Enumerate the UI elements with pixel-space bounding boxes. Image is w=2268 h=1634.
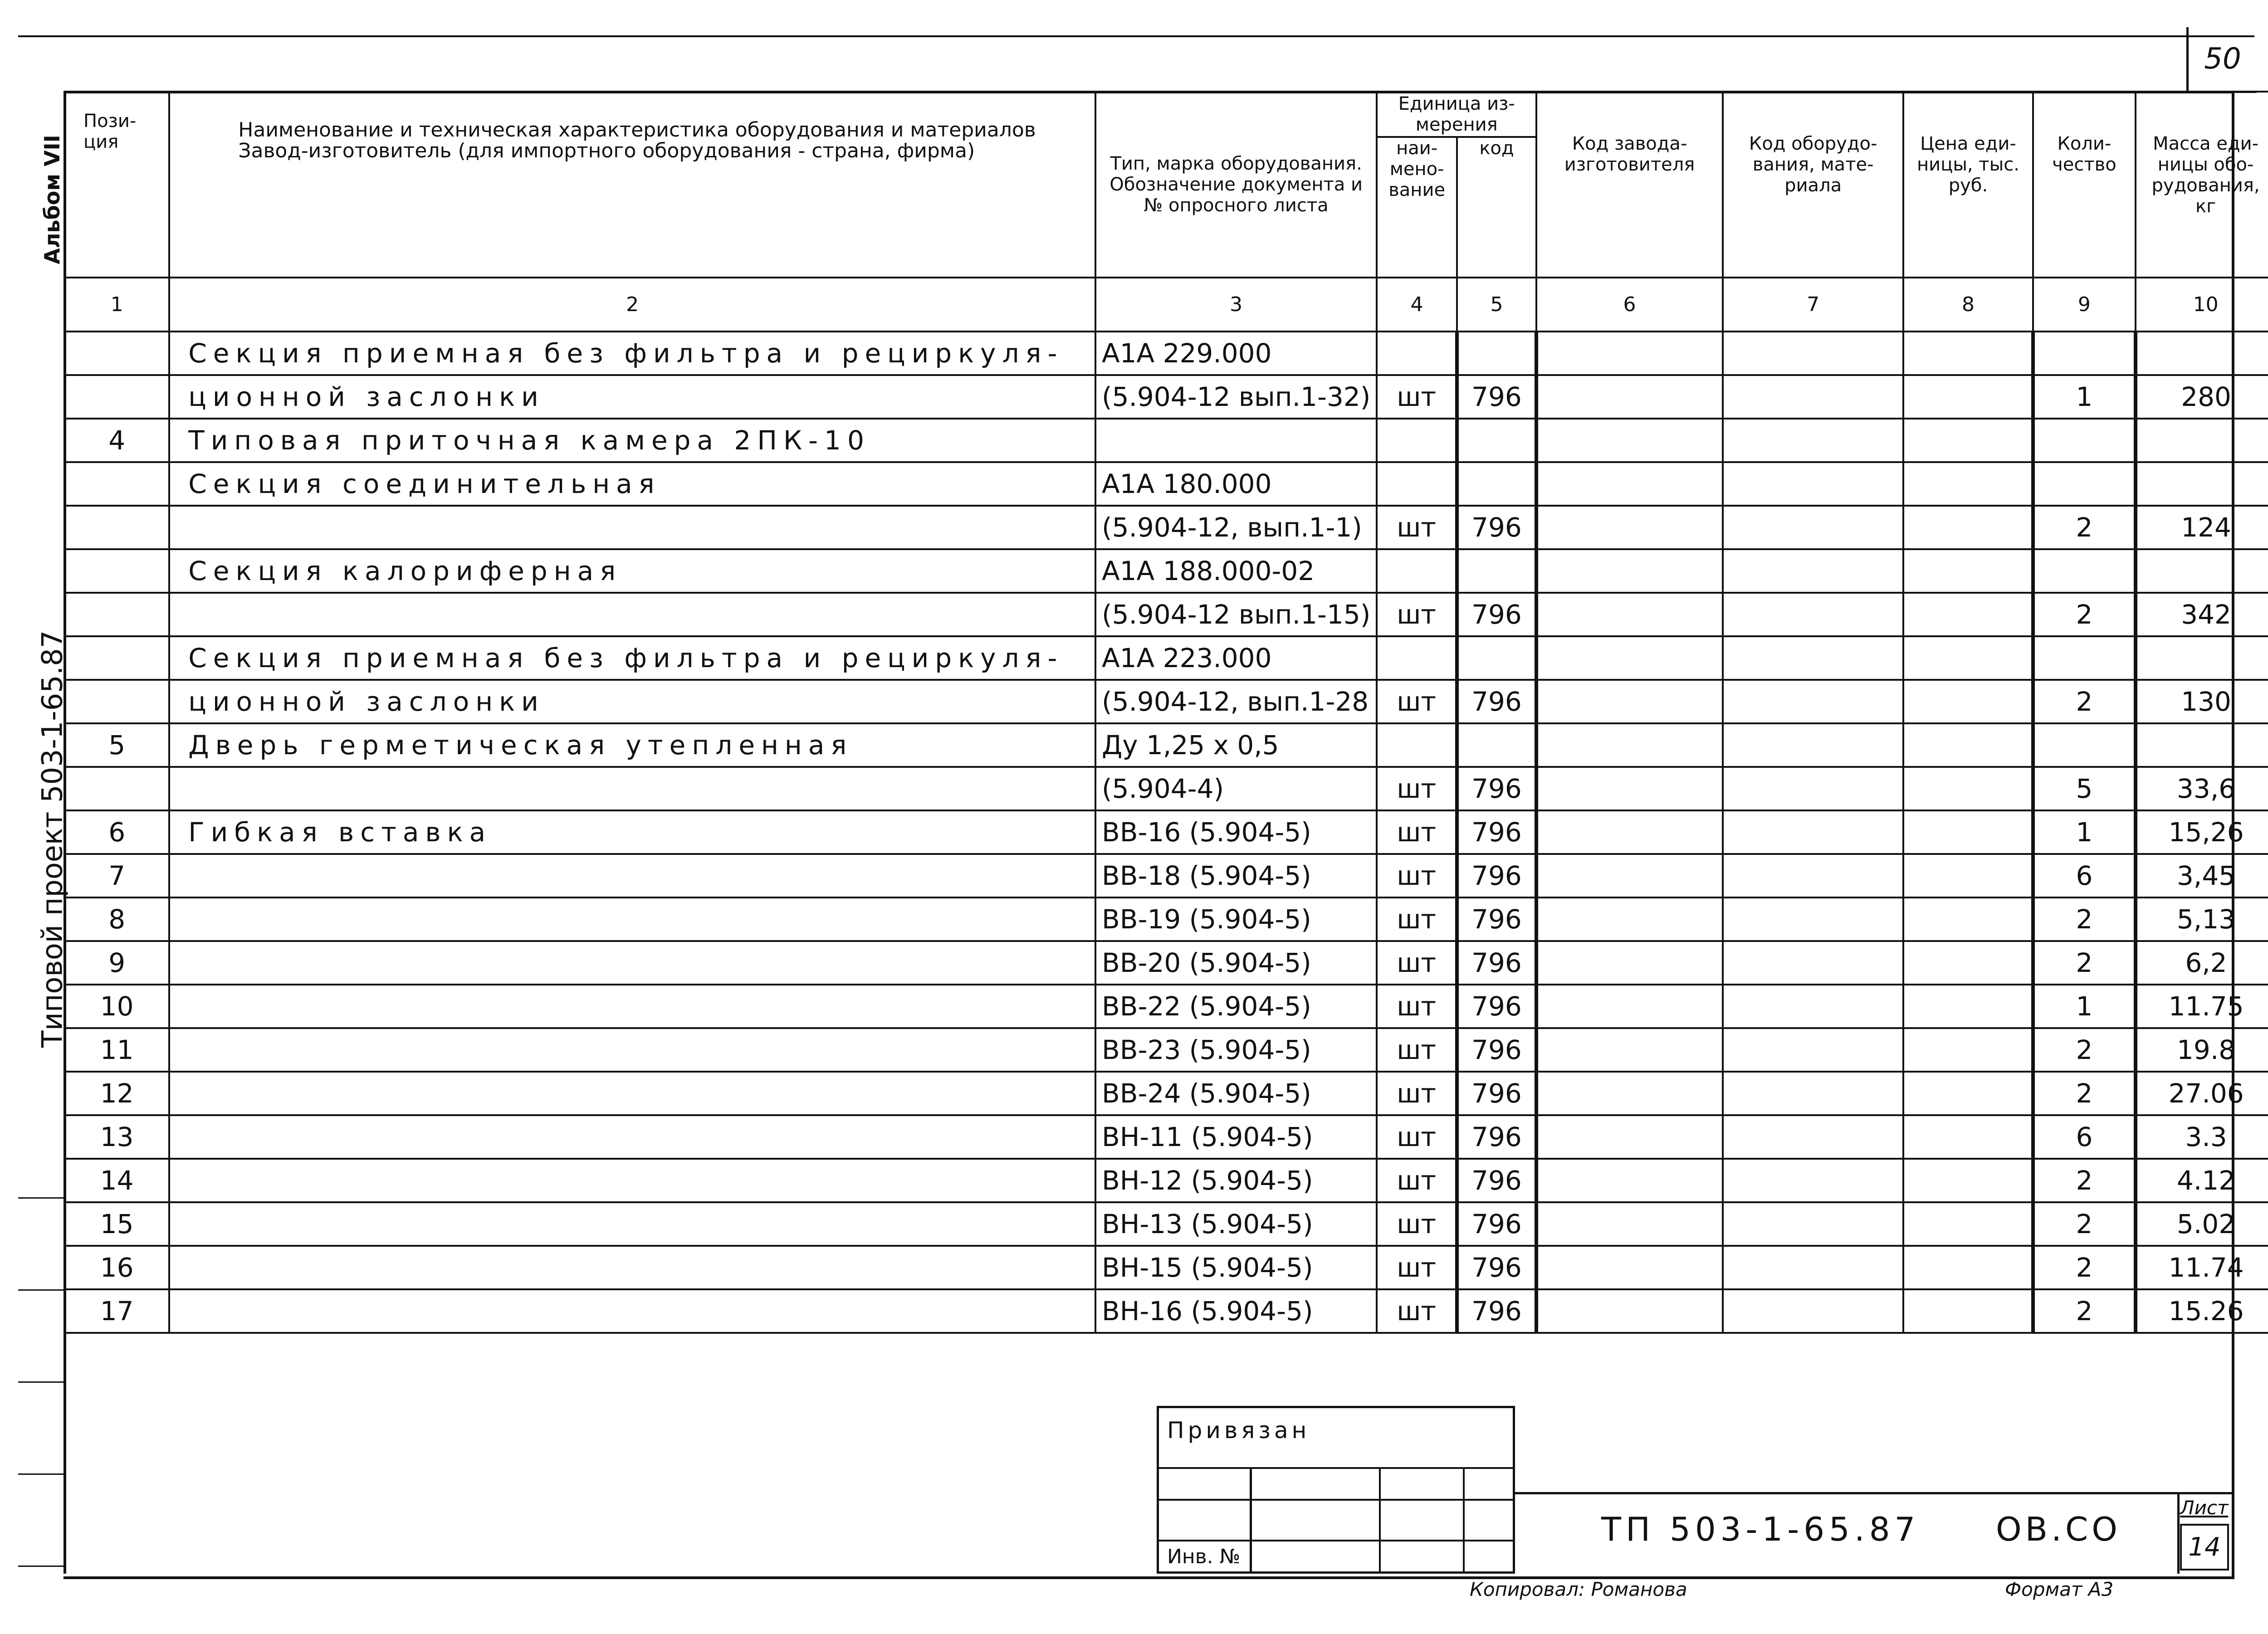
- cell-mass: [2136, 419, 2268, 462]
- cell-mass: 15.26: [2136, 1289, 2268, 1333]
- cell-pos: 4: [64, 419, 169, 462]
- cell-unit: шт: [1377, 941, 1457, 985]
- cell-code: 796: [1457, 1246, 1536, 1289]
- cell-type: (5.904-12 вып.1-15): [1095, 593, 1377, 636]
- cell-mass: 4.12: [2136, 1159, 2268, 1202]
- empty-bottom-row: [64, 1333, 2268, 1402]
- cell-equip: [1723, 680, 1903, 723]
- cell-qty: [2033, 419, 2136, 462]
- cell-mfr: [1536, 636, 1723, 680]
- table-row: [64, 680, 2268, 723]
- cell-name: [169, 854, 1095, 897]
- cell-qty: 1: [2033, 810, 2136, 854]
- cell-mass: 5.02: [2136, 1202, 2268, 1246]
- cell-qty: 2: [2033, 506, 2136, 549]
- table-row: [64, 767, 2268, 810]
- cell-price: [1903, 1115, 2033, 1159]
- cell-equip: [1723, 1159, 1903, 1202]
- cell-pos: 9: [64, 941, 169, 985]
- cell-mfr: [1536, 332, 1723, 375]
- cell-price: [1903, 723, 2033, 767]
- cell-type: (5.904-4): [1095, 767, 1377, 810]
- cell-pos: [64, 767, 169, 810]
- header-pos: Пози- ция: [64, 92, 169, 278]
- cell-unit: [1377, 332, 1457, 375]
- table-row: [64, 1289, 2268, 1333]
- cell-equip: [1723, 506, 1903, 549]
- cell-qty: 2: [2033, 593, 2136, 636]
- cell-name: ционной заслонки: [169, 375, 1095, 419]
- cell-type: ВН-13 (5.904-5): [1095, 1202, 1377, 1246]
- page-number: 50: [2186, 27, 2257, 93]
- document-mark: ОВ.СО: [1996, 1510, 2121, 1548]
- cell-name: [169, 1028, 1095, 1072]
- table-row: [64, 332, 2268, 375]
- cell-mfr: [1536, 1246, 1723, 1289]
- cell-mass: 27.06: [2136, 1072, 2268, 1115]
- cell-equip: [1723, 767, 1903, 810]
- cell-unit: [1377, 419, 1457, 462]
- cell-code: 796: [1457, 897, 1536, 941]
- cell-pos: 5: [64, 723, 169, 767]
- table-row: [64, 375, 2268, 419]
- cell-qty: 2: [2033, 1072, 2136, 1115]
- cell-pos: [64, 506, 169, 549]
- stamp-inv-label: Инв. №: [1167, 1545, 1241, 1568]
- col-number: 8: [1903, 278, 2033, 332]
- cell-mfr: [1536, 375, 1723, 419]
- cell-pos: 8: [64, 897, 169, 941]
- cell-code: 796: [1457, 680, 1536, 723]
- table-row: [64, 419, 2268, 462]
- cell-price: [1903, 1028, 2033, 1072]
- table-row: [64, 723, 2268, 767]
- cell-mfr: [1536, 419, 1723, 462]
- cell-qty: [2033, 549, 2136, 593]
- header-unit-group: Единица из-мерения: [1377, 92, 1536, 137]
- table-row: [64, 1072, 2268, 1115]
- cell-price: [1903, 549, 2033, 593]
- cell-mfr: [1536, 1202, 1723, 1246]
- cell-equip: [1723, 810, 1903, 854]
- cell-pos: [64, 636, 169, 680]
- cell-pos: [64, 593, 169, 636]
- cell-unit: шт: [1377, 854, 1457, 897]
- cell-equip: [1723, 723, 1903, 767]
- column-number-row: [64, 278, 2268, 332]
- cell-mass: [2136, 332, 2268, 375]
- cell-mass: 33,6: [2136, 767, 2268, 810]
- col-number: 3: [1095, 278, 1377, 332]
- table-row: [64, 941, 2268, 985]
- cell-mfr: [1536, 1115, 1723, 1159]
- album-text: Альбом VII: [40, 135, 64, 264]
- cell-name: Гибкая вставка: [169, 810, 1095, 854]
- cell-code: 796: [1457, 941, 1536, 985]
- cell-price: [1903, 593, 2033, 636]
- cell-qty: [2033, 332, 2136, 375]
- table-row: [64, 810, 2268, 854]
- cell-pos: [64, 680, 169, 723]
- cell-mfr: [1536, 1289, 1723, 1333]
- cell-code: [1457, 332, 1536, 375]
- table-row: [64, 985, 2268, 1028]
- cell-code: [1457, 636, 1536, 680]
- cell-mass: 5,13: [2136, 897, 2268, 941]
- project-text: Типовой проект 503-1-65.87: [35, 630, 69, 1048]
- cell-price: [1903, 375, 2033, 419]
- cell-pos: [64, 332, 169, 375]
- cell-mass: 124: [2136, 506, 2268, 549]
- cell-name: [169, 506, 1095, 549]
- cell-mfr: [1536, 767, 1723, 810]
- cell-name: [169, 941, 1095, 985]
- cell-mass: 19.8: [2136, 1028, 2268, 1072]
- stamp-label: Привязан: [1167, 1417, 1310, 1444]
- cell-code: 796: [1457, 375, 1536, 419]
- binding-stamp: [1157, 1406, 1515, 1574]
- cell-equip: [1723, 549, 1903, 593]
- cell-mfr: [1536, 593, 1723, 636]
- table-row: [64, 1159, 2268, 1202]
- cell-unit: шт: [1377, 1159, 1457, 1202]
- header-qty: Коли-чество: [2033, 92, 2136, 278]
- cell-price: [1903, 636, 2033, 680]
- cell-type: А1А 180.000: [1095, 462, 1377, 506]
- cell-equip: [1723, 462, 1903, 506]
- cell-unit: шт: [1377, 897, 1457, 941]
- cell-mfr: [1536, 810, 1723, 854]
- cell-mfr: [1536, 941, 1723, 985]
- sheet-label: Лист: [2180, 1497, 2229, 1519]
- col-number: 4: [1377, 278, 1457, 332]
- header-type: Тип, марка оборудования. Обозначение документа и № опросного листа: [1095, 92, 1377, 278]
- paper-format: Формат А3: [2005, 1578, 2114, 1600]
- copied-by: Копировал: Романова: [1470, 1578, 1687, 1600]
- cell-name: [169, 1202, 1095, 1246]
- cell-type: (5.904-12, вып.1-1): [1095, 506, 1377, 549]
- cell-equip: [1723, 332, 1903, 375]
- cell-mass: [2136, 462, 2268, 506]
- cell-price: [1903, 506, 2033, 549]
- cell-code: 796: [1457, 506, 1536, 549]
- cell-qty: 2: [2033, 1246, 2136, 1289]
- cell-type: ВН-16 (5.904-5): [1095, 1289, 1377, 1333]
- cell-qty: 2: [2033, 1289, 2136, 1333]
- cell-unit: шт: [1377, 506, 1457, 549]
- cell-pos: 6: [64, 810, 169, 854]
- cell-price: [1903, 1159, 2033, 1202]
- cell-unit: шт: [1377, 767, 1457, 810]
- header-row-top: [64, 92, 2268, 137]
- cell-name: Секция соединительная: [169, 462, 1095, 506]
- left-margin-stubs: [18, 1107, 65, 1574]
- col-number: 6: [1536, 278, 1723, 332]
- cell-mfr: [1536, 1028, 1723, 1072]
- cell-mfr: [1536, 680, 1723, 723]
- table-row: [64, 1246, 2268, 1289]
- cell-pos: 11: [64, 1028, 169, 1072]
- cell-pos: 7: [64, 854, 169, 897]
- cell-unit: [1377, 462, 1457, 506]
- header-equip-code: Код оборудо-вания, мате-риала: [1723, 92, 1903, 278]
- cell-name: Дверь герметическая утепленная: [169, 723, 1095, 767]
- col-number: 1: [64, 278, 169, 332]
- table-row: [64, 1028, 2268, 1072]
- cell-code: 796: [1457, 1115, 1536, 1159]
- cell-code: 796: [1457, 593, 1536, 636]
- cell-mass: 11.74: [2136, 1246, 2268, 1289]
- header-unit-name: наи-мено-вание: [1377, 137, 1457, 278]
- cell-type: ВН-12 (5.904-5): [1095, 1159, 1377, 1202]
- cell-price: [1903, 854, 2033, 897]
- cell-qty: 2: [2033, 941, 2136, 985]
- cell-pos: 15: [64, 1202, 169, 1246]
- cell-type: А1А 229.000: [1095, 332, 1377, 375]
- cell-name: [169, 1289, 1095, 1333]
- cell-qty: 6: [2033, 1115, 2136, 1159]
- cell-unit: [1377, 549, 1457, 593]
- cell-unit: шт: [1377, 1289, 1457, 1333]
- cell-equip: [1723, 1246, 1903, 1289]
- cell-pos: [64, 375, 169, 419]
- cell-mass: 130: [2136, 680, 2268, 723]
- table-row: [64, 636, 2268, 680]
- cell-name: Секция приемная без фильтра и рециркуля-: [169, 332, 1095, 375]
- cell-mass: [2136, 723, 2268, 767]
- header-price: Цена еди-ницы, тыс. руб.: [1903, 92, 2033, 278]
- cell-type: ВВ-24 (5.904-5): [1095, 1072, 1377, 1115]
- col-number: 9: [2033, 278, 2136, 332]
- cell-pos: 16: [64, 1246, 169, 1289]
- cell-qty: 5: [2033, 767, 2136, 810]
- cell-name: [169, 897, 1095, 941]
- cell-mass: 6,2: [2136, 941, 2268, 985]
- cell-code: [1457, 549, 1536, 593]
- cell-name: Типовая приточная камера 2ПК-10: [169, 419, 1095, 462]
- cell-unit: шт: [1377, 985, 1457, 1028]
- cell-name: [169, 1246, 1095, 1289]
- cell-code: [1457, 462, 1536, 506]
- cell-unit: [1377, 636, 1457, 680]
- col-number: 5: [1457, 278, 1536, 332]
- cell-pos: 13: [64, 1115, 169, 1159]
- cell-equip: [1723, 1115, 1903, 1159]
- sheet-number: 14: [2180, 1524, 2229, 1571]
- cell-mass: 3.3: [2136, 1115, 2268, 1159]
- table-row: [64, 854, 2268, 897]
- table-row: [64, 1115, 2268, 1159]
- cell-unit: шт: [1377, 810, 1457, 854]
- document-code: ТП 503-1-65.87: [1601, 1510, 1920, 1548]
- cell-qty: 1: [2033, 375, 2136, 419]
- cell-mfr: [1536, 723, 1723, 767]
- col-number: 2: [169, 278, 1095, 332]
- cell-unit: шт: [1377, 375, 1457, 419]
- cell-type: ВВ-23 (5.904-5): [1095, 1028, 1377, 1072]
- cell-type: А1А 188.000-02: [1095, 549, 1377, 593]
- specification-table: [64, 91, 2268, 1402]
- cell-mass: 342: [2136, 593, 2268, 636]
- cell-unit: [1377, 723, 1457, 767]
- cell-mfr: [1536, 985, 1723, 1028]
- cell-type: ВН-11 (5.904-5): [1095, 1115, 1377, 1159]
- cell-type: (5.904-12, вып.1-28: [1095, 680, 1377, 723]
- cell-equip: [1723, 375, 1903, 419]
- cell-type: ВН-15 (5.904-5): [1095, 1246, 1377, 1289]
- table-row: [64, 593, 2268, 636]
- cell-name: [169, 593, 1095, 636]
- cell-type: [1095, 419, 1377, 462]
- cell-unit: шт: [1377, 1028, 1457, 1072]
- cell-mfr: [1536, 1159, 1723, 1202]
- table-row: [64, 462, 2268, 506]
- cell-type: ВВ-18 (5.904-5): [1095, 854, 1377, 897]
- cell-qty: 6: [2033, 854, 2136, 897]
- cell-name: Секция приемная без фильтра и рециркуля-: [169, 636, 1095, 680]
- header-mass: Масса еди-ницы обо-рудования, кг: [2136, 92, 2268, 278]
- cell-pos: 17: [64, 1289, 169, 1333]
- cell-unit: шт: [1377, 593, 1457, 636]
- cell-price: [1903, 1072, 2033, 1115]
- table-row: [64, 506, 2268, 549]
- cell-code: 796: [1457, 1159, 1536, 1202]
- cell-mass: [2136, 636, 2268, 680]
- cell-price: [1903, 767, 2033, 810]
- cell-mfr: [1536, 549, 1723, 593]
- cell-name: ционной заслонки: [169, 680, 1095, 723]
- cell-pos: 14: [64, 1159, 169, 1202]
- cell-equip: [1723, 1289, 1903, 1333]
- col-number: 10: [2136, 278, 2268, 332]
- table-row: [64, 1202, 2268, 1246]
- cell-code: 796: [1457, 1028, 1536, 1072]
- cell-name: [169, 985, 1095, 1028]
- cell-type: ВВ-19 (5.904-5): [1095, 897, 1377, 941]
- cell-price: [1903, 680, 2033, 723]
- cell-mass: 15,26: [2136, 810, 2268, 854]
- col-number: 7: [1723, 278, 1903, 332]
- cell-type: ВВ-20 (5.904-5): [1095, 941, 1377, 985]
- cell-qty: [2033, 723, 2136, 767]
- cell-name: [169, 1115, 1095, 1159]
- cell-mass: 3,45: [2136, 854, 2268, 897]
- cell-price: [1903, 462, 2033, 506]
- cell-mass: 280: [2136, 375, 2268, 419]
- header-name-line1: Наименование и техническая характеристика оборудования и материалов: [238, 118, 1036, 141]
- cell-qty: 2: [2033, 1028, 2136, 1072]
- cell-equip: [1723, 593, 1903, 636]
- cell-unit: шт: [1377, 1246, 1457, 1289]
- header-name-line2: Завод-изготовитель (для импортного оборудования - страна, фирма): [238, 139, 975, 162]
- header-name: [169, 92, 1095, 278]
- cell-mfr: [1536, 506, 1723, 549]
- cell-code: [1457, 419, 1536, 462]
- table-row: [64, 897, 2268, 941]
- cell-pos: 10: [64, 985, 169, 1028]
- cell-price: [1903, 332, 2033, 375]
- header-mfr-code: Код завода-изготовителя: [1536, 92, 1723, 278]
- cell-equip: [1723, 1202, 1903, 1246]
- cell-mfr: [1536, 854, 1723, 897]
- cell-qty: [2033, 636, 2136, 680]
- cell-code: 796: [1457, 985, 1536, 1028]
- cell-mfr: [1536, 897, 1723, 941]
- cell-equip: [1723, 419, 1903, 462]
- cell-mfr: [1536, 462, 1723, 506]
- cell-type: (5.904-12 вып.1-32): [1095, 375, 1377, 419]
- cell-type: ВВ-16 (5.904-5): [1095, 810, 1377, 854]
- cell-equip: [1723, 854, 1903, 897]
- cell-code: 796: [1457, 1072, 1536, 1115]
- cell-equip: [1723, 1072, 1903, 1115]
- cell-name: [169, 1159, 1095, 1202]
- cell-price: [1903, 897, 2033, 941]
- cell-type: ВВ-22 (5.904-5): [1095, 985, 1377, 1028]
- cell-name: [169, 1072, 1095, 1115]
- cell-unit: шт: [1377, 1202, 1457, 1246]
- cell-pos: 12: [64, 1072, 169, 1115]
- cell-qty: 2: [2033, 680, 2136, 723]
- cell-unit: шт: [1377, 1072, 1457, 1115]
- top-border-line: [18, 35, 2254, 37]
- cell-price: [1903, 1202, 2033, 1246]
- cell-type: А1А 223.000: [1095, 636, 1377, 680]
- table-row: [64, 549, 2268, 593]
- cell-code: 796: [1457, 1202, 1536, 1246]
- cell-price: [1903, 985, 2033, 1028]
- table-body: [64, 332, 2268, 1333]
- cell-qty: 2: [2033, 897, 2136, 941]
- cell-price: [1903, 1246, 2033, 1289]
- cell-equip: [1723, 636, 1903, 680]
- cell-qty: 1: [2033, 985, 2136, 1028]
- header-unit-code: код: [1457, 137, 1536, 278]
- cell-equip: [1723, 985, 1903, 1028]
- cell-qty: [2033, 462, 2136, 506]
- cell-type: Ду 1,25 х 0,5: [1095, 723, 1377, 767]
- cell-price: [1903, 1289, 2033, 1333]
- cell-equip: [1723, 941, 1903, 985]
- cell-code: 796: [1457, 810, 1536, 854]
- cell-qty: 2: [2033, 1159, 2136, 1202]
- cell-mass: 11.75: [2136, 985, 2268, 1028]
- cell-pos: [64, 462, 169, 506]
- cell-price: [1903, 419, 2033, 462]
- cell-qty: 2: [2033, 1202, 2136, 1246]
- cell-price: [1903, 941, 2033, 985]
- cell-pos: [64, 549, 169, 593]
- cell-equip: [1723, 897, 1903, 941]
- cell-code: [1457, 723, 1536, 767]
- cell-equip: [1723, 1028, 1903, 1072]
- cell-unit: шт: [1377, 1115, 1457, 1159]
- cell-name: Секция калориферная: [169, 549, 1095, 593]
- cell-name: [169, 767, 1095, 810]
- cell-code: 796: [1457, 1289, 1536, 1333]
- cell-code: 796: [1457, 767, 1536, 810]
- cell-mfr: [1536, 1072, 1723, 1115]
- cell-mass: [2136, 549, 2268, 593]
- cell-price: [1903, 810, 2033, 854]
- cell-code: 796: [1457, 854, 1536, 897]
- cell-unit: шт: [1377, 680, 1457, 723]
